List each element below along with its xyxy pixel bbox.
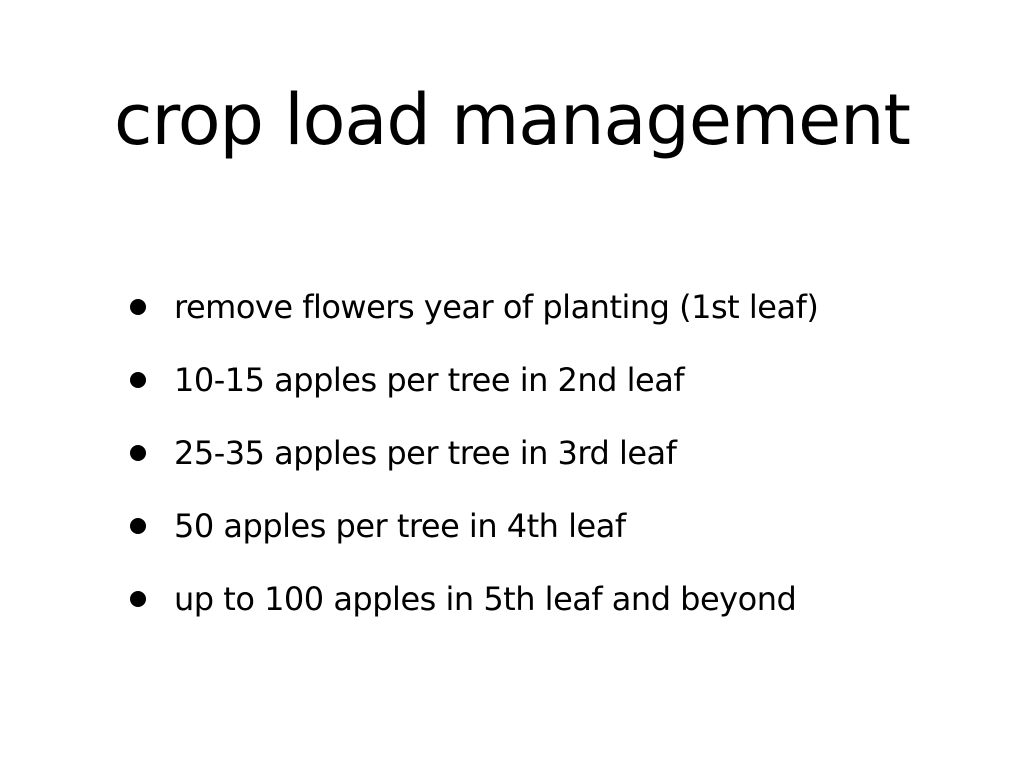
bullet-text: up to 100 apples in 5th leaf and beyond xyxy=(174,579,797,618)
bullet-text: 10-15 apples per tree in 2nd leaf xyxy=(174,360,685,399)
bullet-dot-icon xyxy=(130,445,146,461)
slide-title: crop load management xyxy=(113,79,910,161)
bullet-item xyxy=(130,489,818,562)
bullet-dot-icon xyxy=(130,299,146,315)
bullet-text: 50 apples per tree in 4th leaf xyxy=(174,506,626,545)
bullet-text: 25-35 apples per tree in 3rd leaf xyxy=(174,433,677,472)
bullet-dot-icon xyxy=(130,372,146,388)
bullet-item xyxy=(130,343,818,416)
bullet-list xyxy=(130,270,818,635)
bullet-text: remove flowers year of planting (1st leaf) xyxy=(174,287,819,326)
bullet-item xyxy=(130,416,818,489)
bullet-dot-icon xyxy=(130,518,146,534)
bullet-item xyxy=(130,270,818,343)
bullet-dot-icon xyxy=(130,591,146,607)
bullet-item xyxy=(130,562,818,635)
